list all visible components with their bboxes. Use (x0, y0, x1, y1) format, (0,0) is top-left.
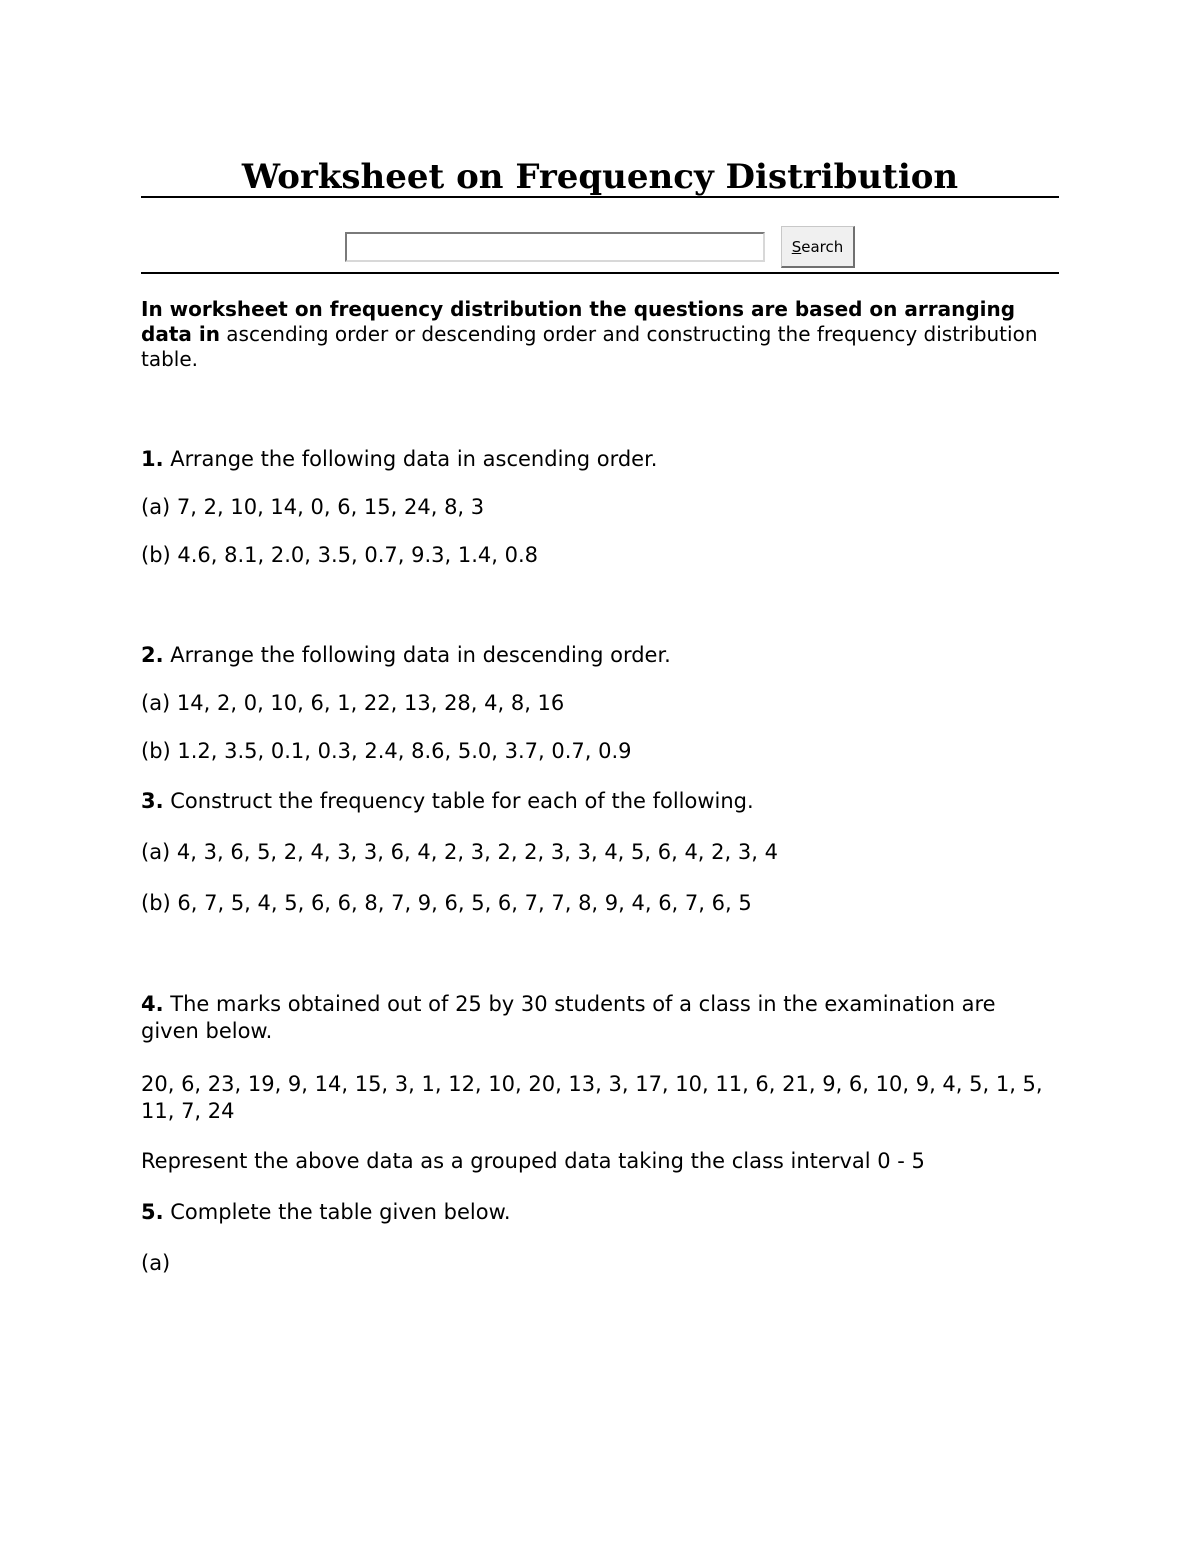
question-number: 1. (141, 447, 164, 471)
intro-bold: In worksheet on frequency distribution the questions are based on arranging data in (141, 297, 1016, 346)
question-2-part-a: (a) 14, 2, 0, 10, 6, 1, 22, 13, 28, 4, 8, 16 (141, 691, 565, 715)
question-5-part-a: (a) (141, 1251, 171, 1275)
intro-normal: ascending order or descending order and constructing the frequency distribution table. (141, 322, 1038, 371)
question-text: Arrange the following data in descending order. (163, 643, 671, 667)
question-number: 3. (141, 789, 164, 813)
search-bar (141, 226, 1059, 268)
question-4 (141, 991, 1059, 1045)
question-number: 4. (141, 992, 164, 1016)
question-2-part-b: (b) 1.2, 3.5, 0.1, 0.3, 2.4, 8.6, 5.0, 3.7, 0.7, 0.9 (141, 739, 632, 763)
question-1 (141, 446, 1059, 473)
question-1-part-a: (a) 7, 2, 10, 14, 0, 6, 15, 24, 8, 3 (141, 495, 485, 519)
question-4-data: 20, 6, 23, 19, 9, 14, 15, 3, 1, 12, 10, 20, 13, 3, 17, 10, 11, 6, 21, 9, 6, 10, 9, 4, 5, 1, 5, 11, 7, 24 (141, 1072, 1043, 1123)
search-button-accesskey: S (791, 237, 802, 256)
question-number: 2. (141, 643, 164, 667)
intro-paragraph (141, 297, 1059, 372)
search-divider (141, 272, 1059, 274)
question-3 (141, 788, 1059, 815)
search-button[interactable] (781, 226, 855, 268)
question-2 (141, 642, 1059, 669)
search-input[interactable] (345, 232, 765, 262)
question-text: Construct the frequency table for each of the following. (163, 789, 754, 813)
question-3-part-b: (b) 6, 7, 5, 4, 5, 6, 6, 8, 7, 9, 6, 5, 6, 7, 7, 8, 9, 4, 6, 7, 6, 5 (141, 891, 752, 915)
question-4-instruction: Represent the above data as a grouped data taking the class interval 0 - 5 (141, 1149, 925, 1173)
question-3-part-a: (a) 4, 3, 6, 5, 2, 4, 3, 3, 6, 4, 2, 3, 2, 2, 3, 3, 4, 5, 6, 4, 2, 3, 4 (141, 840, 778, 864)
search-button-label: earch (801, 237, 844, 256)
question-5 (141, 1199, 1059, 1226)
question-text: Complete the table given below. (163, 1200, 511, 1224)
title-divider (141, 196, 1059, 198)
question-number: 5. (141, 1200, 164, 1224)
question-text: The marks obtained out of 25 by 30 students of a class in the examination are given below. (141, 992, 996, 1043)
question-1-part-b: (b) 4.6, 8.1, 2.0, 3.5, 0.7, 9.3, 1.4, 0.8 (141, 543, 539, 567)
question-text: Arrange the following data in ascending order. (163, 447, 658, 471)
page-title: Worksheet on Frequency Distribution (241, 157, 959, 197)
